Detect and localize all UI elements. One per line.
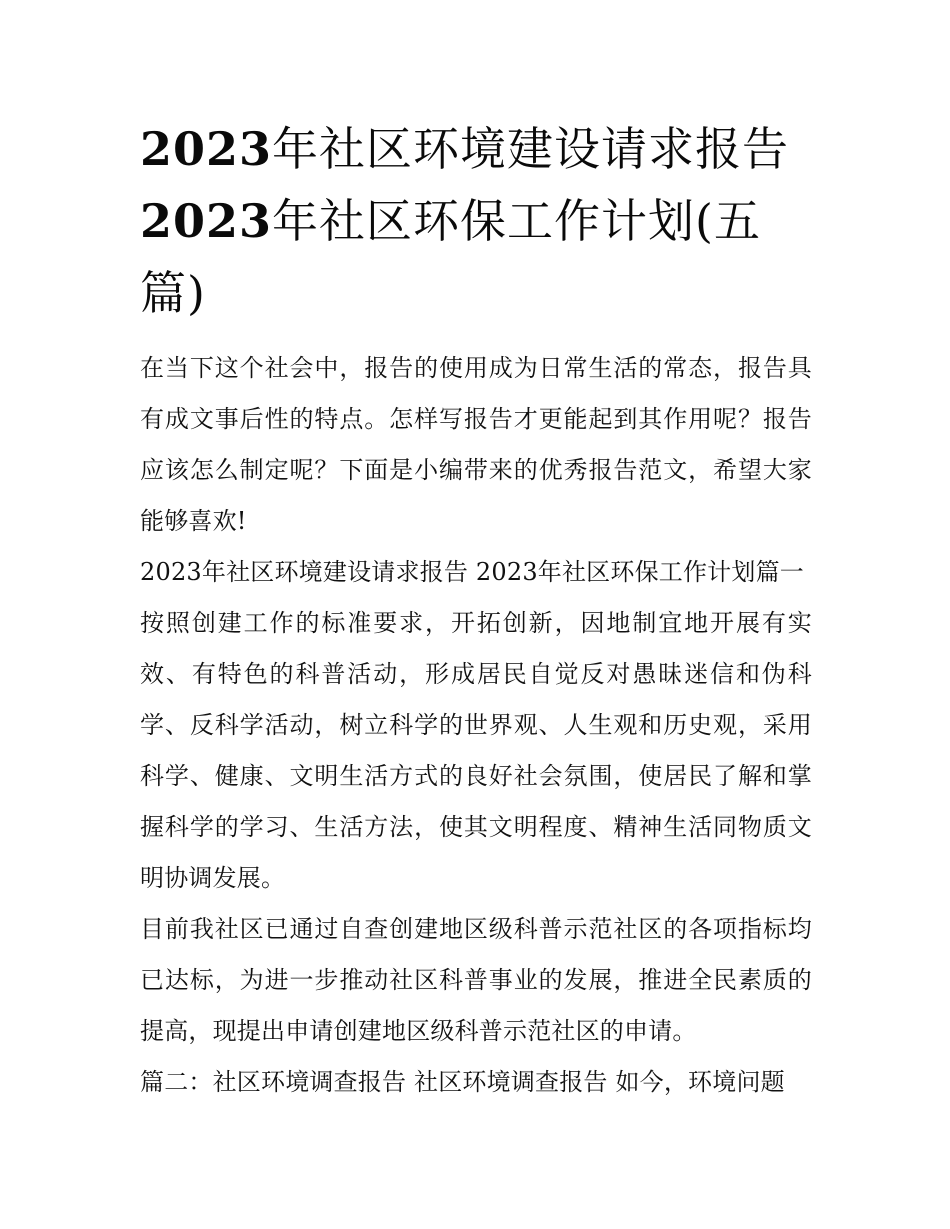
title-year-2: 2023 [140,194,273,248]
document-page [140,113,812,1108]
paragraph-body-2: 目前我社区已通过自查创建地区级科普示范社区的各项指标均已达标，为进一步推动社区科普事业的发展，推进全民素质的提高，现提出申请创建地区级科普示范社区的申请。 [140,915,812,1045]
title-year-1: 2023 [140,122,273,176]
paragraph-intro: 在当下这个社会中，报告的使用成为日常生活的常态，报告具有成文事后性的特点。怎样写报告才更能起到其作用呢？报告应该怎么制定呢？下面是小编带来的优秀报告范文，希望大家能够喜欢! [140,354,812,535]
title-text-2: 年社区环保工作计划(五篇) [140,194,761,320]
document-title [140,113,812,329]
paragraph-body-1: 按照创建工作的标准要求，开拓创新，因地制宜地开展有实效、有特色的科普活动，形成居民自觉反对愚昧迷信和伪科学、反科学活动，树立科学的世界观、人生观和历史观，采用科学、健康、文明生活方式的良好社会氛围，使居民了解和掌握科学的学习、生活方法，使其文明程度、精神生活同物质文明协调发展。 [140,609,812,892]
title-text-1: 年社区环境建设请求报告 [272,122,790,176]
paragraph-section-heading: 2023年社区环境建设请求报告 2023年社区环保工作计划篇一 [140,558,804,586]
paragraph-body-3: 篇二：社区环境调查报告 社区环境调查报告 如今，环境问题 [140,1068,785,1096]
